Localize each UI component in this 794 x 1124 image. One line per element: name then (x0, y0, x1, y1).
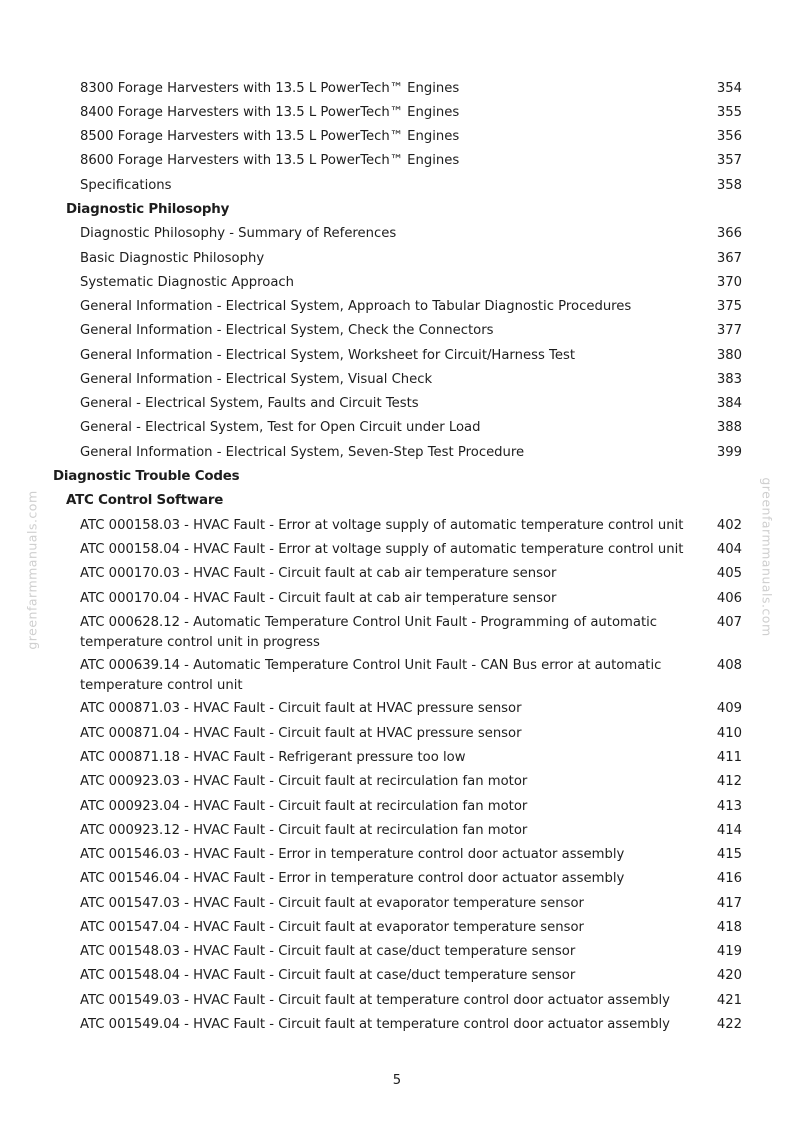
toc-entry-title: ATC 001546.04 - HVAC Fault - Error in temperature control door actuator assembly (80, 871, 625, 886)
toc-entry-title: Diagnostic Philosophy - Summary of References (80, 226, 397, 241)
toc-entry-title: ATC 001548.03 - HVAC Fault - Circuit fault at case/duct temperature sensor (80, 944, 576, 959)
toc-entry-title: General Information - Electrical System, Worksheet for Circuit/Harness Test (80, 348, 575, 363)
toc-entry-page: 410 (716, 726, 742, 741)
toc-entry-page: 357 (716, 153, 742, 168)
toc-entry-title: General - Electrical System, Faults and Circuit Tests (80, 396, 419, 411)
toc-entry-title: ATC 001549.04 - HVAC Fault - Circuit fault at temperature control door actuator assembly (80, 1017, 670, 1032)
toc-entry-page: 421 (716, 993, 742, 1008)
toc-entry-page: 405 (716, 566, 742, 581)
toc-entry-title: Diagnostic Philosophy (66, 202, 230, 217)
toc-entry-page: 422 (716, 1017, 742, 1032)
toc-entry-title: ATC Control Software (66, 493, 224, 508)
toc-entry-title: General Information - Electrical System, Visual Check (80, 372, 433, 387)
toc-entry-page: 383 (716, 372, 742, 387)
toc-entry-page: 407 (716, 615, 742, 630)
toc-entry-title: ATC 001546.03 - HVAC Fault - Error in temperature control door actuator assembly (80, 847, 625, 862)
toc-entry-page: 411 (716, 750, 742, 765)
toc-entry-page: 358 (716, 178, 742, 193)
toc-entry-title: Systematic Diagnostic Approach (80, 275, 295, 290)
toc-entry-page: 414 (716, 823, 742, 838)
toc-entry-title: ATC 000628.12 - Automatic Temperature Control Unit Fault - Programming of automatic temperature control unit in progress (80, 615, 658, 650)
toc-entry-page: 399 (716, 445, 742, 460)
toc-entry-page: 375 (716, 299, 742, 314)
toc-entry-title: ATC 001548.04 - HVAC Fault - Circuit fault at case/duct temperature sensor (80, 968, 576, 983)
toc-entry-page: 413 (716, 799, 742, 814)
toc-entry-page: 366 (716, 226, 742, 241)
toc-entry-page: 370 (716, 275, 742, 290)
toc-entry-page: 384 (716, 396, 742, 411)
toc-entry-title: ATC 000871.04 - HVAC Fault - Circuit fault at HVAC pressure sensor (80, 726, 522, 741)
toc-entry-title: Specifications (80, 178, 172, 193)
toc-entry-page: 420 (716, 968, 742, 983)
watermark-left: greenfarmmanuals.com (24, 490, 40, 650)
toc-entry-page: 354 (716, 81, 742, 96)
page-number: 5 (392, 1073, 402, 1088)
toc-entry-title: General Information - Electrical System, Check the Connectors (80, 323, 494, 338)
toc-entry-page: 388 (716, 420, 742, 435)
toc-entry-page: 380 (716, 348, 742, 363)
toc-entry-title: ATC 001547.03 - HVAC Fault - Circuit fault at evaporator temperature sensor (80, 896, 584, 911)
toc-entry-title: ATC 000871.03 - HVAC Fault - Circuit fault at HVAC pressure sensor (80, 701, 522, 716)
toc-entry-page: 412 (716, 774, 742, 789)
toc-entry-page: 409 (716, 701, 742, 716)
toc-entry-title: Diagnostic Trouble Codes (53, 469, 240, 484)
toc-entry-page: 416 (716, 871, 742, 886)
toc-entry-title: ATC 000158.03 - HVAC Fault - Error at voltage supply of automatic temperature control unit (80, 518, 684, 533)
toc-entry-title: ATC 000158.04 - HVAC Fault - Error at voltage supply of automatic temperature control unit (80, 542, 684, 557)
toc-entry-title: Basic Diagnostic Philosophy (80, 251, 265, 266)
toc-entry-title: ATC 000639.14 - Automatic Temperature Control Unit Fault - CAN Bus error at automatic temperature control unit (80, 658, 662, 693)
toc-entry-page: 367 (716, 251, 742, 266)
toc-entry-page: 355 (716, 105, 742, 120)
toc-entry-title: General Information - Electrical System, Approach to Tabular Diagnostic Procedures (80, 299, 632, 314)
toc-entry-page: 408 (716, 658, 742, 673)
toc-entry-title: ATC 000170.04 - HVAC Fault - Circuit fault at cab air temperature sensor (80, 591, 557, 606)
toc-entry-title: 8400 Forage Harvesters with 13.5 L PowerTech™ Engines (80, 105, 460, 120)
toc-entry-page: 377 (716, 323, 742, 338)
toc-entry-title: 8300 Forage Harvesters with 13.5 L PowerTech™ Engines (80, 81, 460, 96)
toc-entry-page: 418 (716, 920, 742, 935)
toc-entry-title: ATC 000923.12 - HVAC Fault - Circuit fault at recirculation fan motor (80, 823, 528, 838)
toc-entry-title: ATC 000871.18 - HVAC Fault - Refrigerant pressure too low (80, 750, 466, 765)
toc-entry-page: 404 (716, 542, 742, 557)
toc-entry-page: 415 (716, 847, 742, 862)
toc-entry-page: 417 (716, 896, 742, 911)
toc-entry-title: 8500 Forage Harvesters with 13.5 L PowerTech™ Engines (80, 129, 460, 144)
toc-entry-title: ATC 000170.03 - HVAC Fault - Circuit fault at cab air temperature sensor (80, 566, 557, 581)
toc-entry-title: ATC 000923.04 - HVAC Fault - Circuit fault at recirculation fan motor (80, 799, 528, 814)
watermark-right: greenfarmmanuals.com (759, 477, 775, 637)
toc-entry-page: 402 (716, 518, 742, 533)
toc-entry-title: General Information - Electrical System, Seven-Step Test Procedure (80, 445, 525, 460)
toc-entry-page: 419 (716, 944, 742, 959)
toc-entry-page: 356 (716, 129, 742, 144)
toc-entry-title: ATC 001547.04 - HVAC Fault - Circuit fault at evaporator temperature sensor (80, 920, 584, 935)
toc-entry-title: 8600 Forage Harvesters with 13.5 L PowerTech™ Engines (80, 153, 460, 168)
toc-entry-page: 406 (716, 591, 742, 606)
toc-entry-title: ATC 001549.03 - HVAC Fault - Circuit fault at temperature control door actuator assembly (80, 993, 670, 1008)
toc-entry-title: General - Electrical System, Test for Open Circuit under Load (80, 420, 481, 435)
toc-entry-title: ATC 000923.03 - HVAC Fault - Circuit fault at recirculation fan motor (80, 774, 528, 789)
